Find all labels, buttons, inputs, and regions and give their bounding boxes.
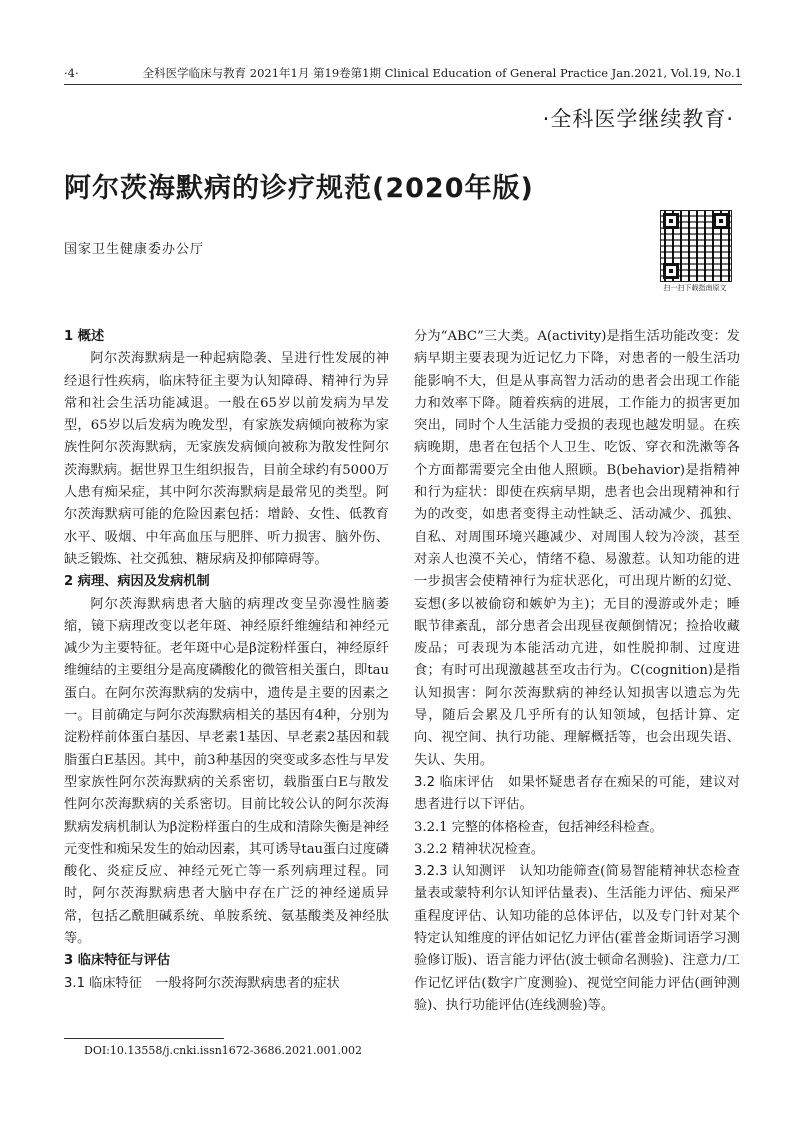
- left-column: [64, 326, 389, 995]
- paragraph: 分为“ABC”三大类。A(activity)是指生活功能改变：发病早期主要表现为近记忆力下降，对患者的一般生活功能影响不大，但是从事高智力活动的患者会出现工作能力和效率下降。随着疾病的进展，工作能力的损害更加突出，同时个人生活能力受损的表现也越发明显。在疾病晚期，患者在包括个人卫生、吃饭、穿衣和洗漱等各个方面都需要完全由他人照顾。B(behavior)是指精神和行为症状：即使在疾病早期，患者也会出现精神和行为的改变，如患者变得主动性缺乏、活动减少、孤独、自私、对周围环境兴趣减少、对周围人较为冷淡，甚至对亲人也漠不关心，情绪不稳、易激惹。认知功能的进一步损害会使精神行为症状恶化，可出现片断的幻觉、妄想(多以被偷窃和嫉妒为主)；无目的漫游或外走；睡眠节律紊乱，部分患者会出现昼夜颠倒情况；捡拾收藏废品；可表现为本能活动亢进，如性脱抑制、过度进食；有时可出现激越甚至攻击行为。C(cognition)是指认知损害：阿尔茨海默病的神经认知损害以遗忘为先导，随后会累及几乎所有的认知领域，包括计算、定向、视空间、执行功能、理解概括等，也会出现失语、失认、失用。: [414, 329, 740, 768]
- subsection-heading: 3.2.3 认知测评: [414, 864, 506, 880]
- paragraph: 阿尔茨海默病是一种起病隐袭、呈进行性发展的神经退行性疾病，临床特征主要为认知障碍、精神行为异常和社会生活功能减退。一般在65岁以前发病为早发型，65岁以后发病为晚发型，有家族发病倾向被称为家族性阿尔茨海默病，无家族发病倾向被称为散发性阿尔茨海默病。据世界卫生组织报告，目前全球约有5000万人患有痴呆症，其中阿尔茨海默病是最常见的类型。阿尔茨海默病可能的危险因素包括：增龄、女性、低教育水平、吸烟、中年高血压与肥胖、听力损害、脑外伤、缺乏锻炼、社交孤独、糖尿病及抑郁障碍等。: [64, 351, 389, 567]
- header-rule: [64, 84, 742, 85]
- paragraph-text: 一般将阿尔茨海默病患者的症状: [155, 975, 340, 991]
- paragraph: 3.2.1 完整的体格检查，包括神经科检查。: [414, 819, 663, 835]
- author: 国家卫生健康委办公厅: [64, 242, 205, 257]
- running-header: [64, 62, 742, 84]
- qr-caption: 扫一扫下载指南原文: [663, 284, 727, 292]
- section-heading: 2 病理、病因及发病机制: [64, 574, 210, 590]
- paragraph-text: 认知功能筛查(简易智能精神状态检查量表或蒙特利尔认知评估量表)、生活能力评估、痴呆严重程度评估、认知功能的总体评估，以及专门针对某个特定认知维度的评估如记忆力评估(霍普金斯词语学习测验修订版)、语言能力评估(波士顿命名测验)、注意力/工作记忆评估(数字广度测验)、视觉空间能力评估(画钟测验)、执行功能评估(连线测验)等。: [414, 864, 740, 1013]
- footnote-rule: [64, 1038, 224, 1039]
- article-title: 阿尔茨海默病的诊疗规范(2020年版): [64, 173, 534, 204]
- doi: DOI:10.13558/j.cnki.issn1672-3686.2021.001.002: [84, 1044, 362, 1057]
- paragraph: 阿尔茨海默病患者大脑的病理改变呈弥漫性脑萎缩，镜下病理改变以老年斑、神经原纤维缠结和神经元减少为主要特征。老年斑中心是β淀粉样蛋白，神经原纤维缠结的主要组分是高度磷酸化的微管相关蛋白，即tau蛋白。在阿尔茨海默病的发病中，遗传是主要的因素之一。目前确定与阿尔茨海默病相关的基因有4种，分别为淀粉样前体蛋白基因、早老素1基因、早老素2基因和载脂蛋白E基因。其中，前3种基因的突变或多态性与早发型家族性阿尔茨海默病的关系密切，载脂蛋白E与散发性阿尔茨海默病的关系密切。目前比较公认的阿尔茨海默病发病机制认为β淀粉样蛋白的生成和清除失衡是神经元变性和痴呆发生的始动因素，其可诱导tau蛋白过度磷酸化、炎症反应、神经元死亡等一系列病理过程。同时，阿尔茨海默病患者大脑中存在广泛的神经递质异常，包括乙酰胆碱系统、单胺系统、氨基酸类及神经肽等。: [64, 596, 389, 947]
- column-tag: ·全科医学继续教育·: [542, 107, 734, 131]
- right-column: [414, 326, 740, 1017]
- section-heading: 3 临床特征与评估: [64, 953, 171, 969]
- paragraph-text: 如果怀疑患者存在痴呆的可能，建议对患者进行以下评估。: [414, 774, 741, 813]
- page-number: ·4·: [64, 66, 79, 80]
- paragraph: [414, 861, 740, 1017]
- section-heading: 1 概述: [64, 329, 105, 344]
- paragraph: [414, 772, 740, 817]
- subsection-heading: 3.1 临床特征: [64, 975, 142, 991]
- paragraph: [64, 973, 389, 995]
- subsection-heading: 3.2 临床评估: [414, 774, 495, 790]
- journal-info: 全科医学临床与教育 2021年1月 第19卷第1期 Clinical Education of General Practice Jan.2021, Vol.19, No.1: [142, 66, 742, 80]
- paragraph: 3.2.2 精神状况检查。: [414, 841, 545, 857]
- qr-code-icon[interactable]: [660, 210, 732, 282]
